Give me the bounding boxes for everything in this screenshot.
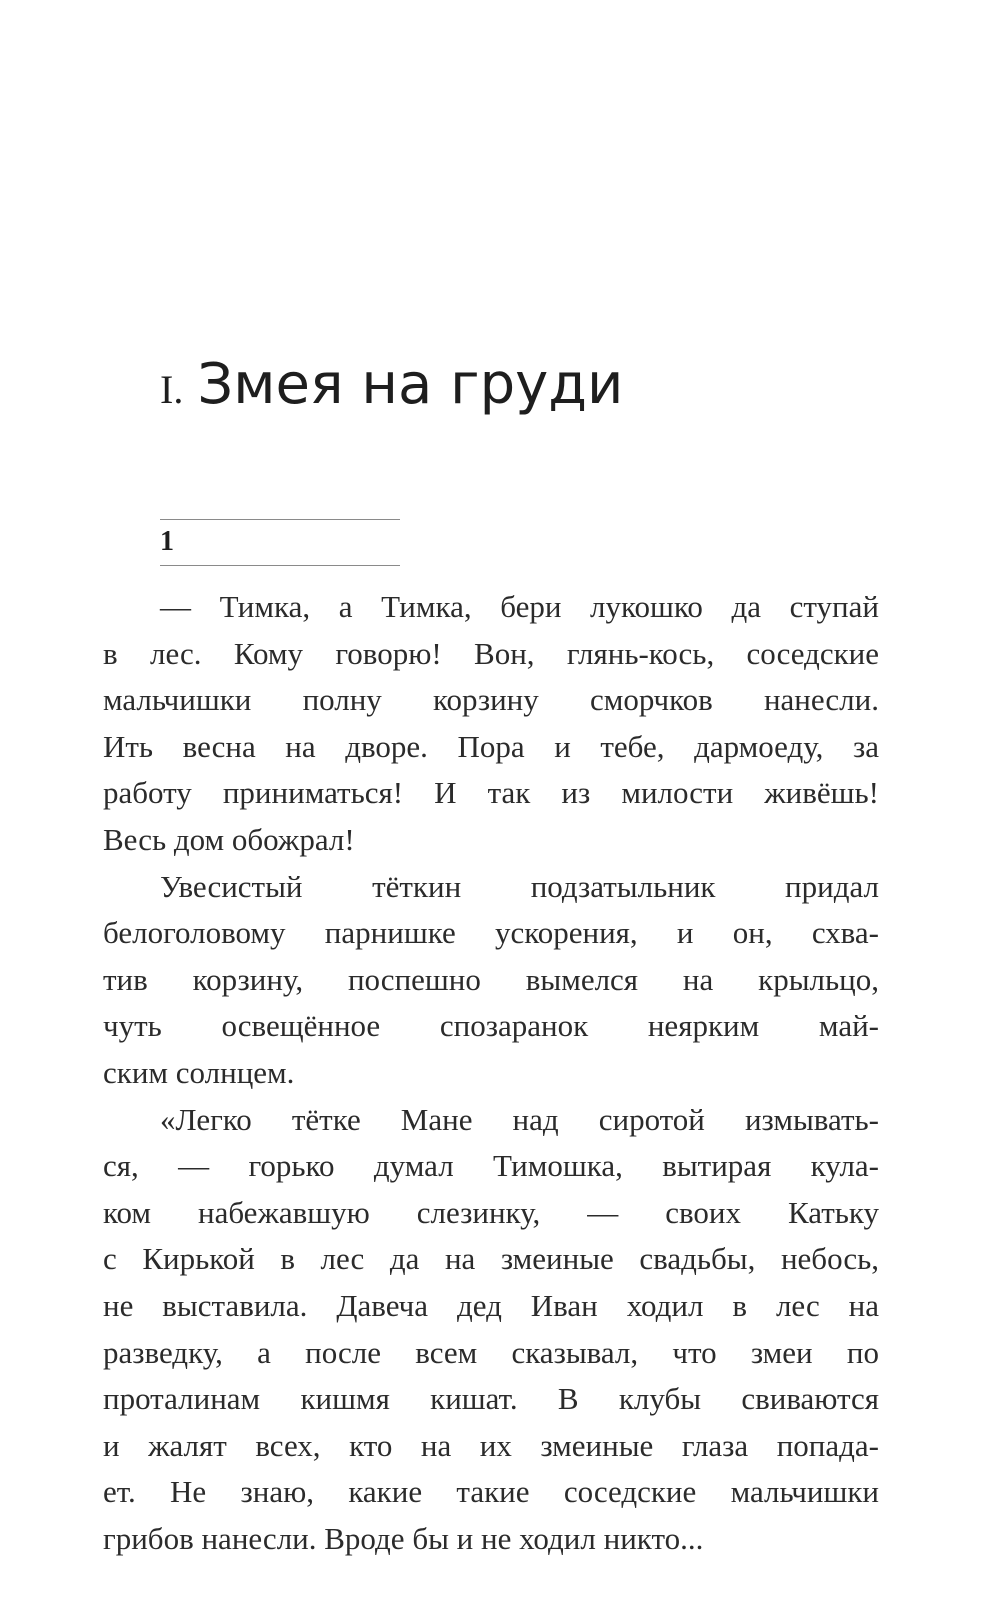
text-line: Увесистый тёткин подзатыльник придал [160,868,879,904]
text-line: тив корзину, поспешно вымелся на крыльцо, [103,961,879,997]
paragraph [103,864,879,1097]
body-text [103,584,879,1562]
paragraph [103,1097,879,1563]
text-line: ся, — горько думал Тимошка, вытирая кула- [103,1148,879,1184]
text-line: ским солнцем. [103,1054,295,1090]
text-line: ет. Не знаю, какие такие соседские мальчишки [103,1474,879,1510]
chapter-heading [160,352,623,417]
text-line: в лес. Кому говорю! Вон, глянь-кось, соседские [103,635,879,671]
text-line: — Тимка, а Тимка, бери лукошко да ступай [160,589,879,624]
text-line: чуть освещённое спозаранок неярким май- [103,1008,879,1044]
chapter-number: I. [160,367,184,412]
text-line: проталинам кишмя кишат. В клубы свиваются [103,1381,879,1417]
text-line: работу приниматься! И так из милости живёшь! [103,775,879,811]
section-number: 1 [160,526,174,557]
section-rule-top [160,519,400,520]
text-line: Весь дом обожрал! [103,821,355,857]
text-line: не выставила. Давеча дед Иван ходил в лес на [103,1287,879,1323]
text-line: мальчишки полну корзину сморчков нанесли. [103,682,879,718]
text-line: и жалят всех, кто на их змеиные глаза попада- [103,1427,879,1463]
text-line: ком набежавшую слезинку, — своих Катьку [103,1194,879,1230]
text-line: грибов нанесли. Вроде бы и не ходил никто... [103,1520,704,1556]
section-rule-bottom [160,565,400,566]
text-line: «Легко тётке Мане над сиротой измывать- [160,1101,879,1137]
text-line: с Кирькой в лес да на змеиные свадьбы, небось, [103,1241,879,1277]
text-line: разведку, а после всем сказывал, что змеи по [103,1334,879,1370]
chapter-title: Змея на груди [197,352,624,417]
paragraph [103,584,879,864]
text-line: Ить весна на дворе. Пора и тебе, дармоеду, за [103,728,879,764]
text-line: белоголовому парнишке ускорения, и он, схва- [103,915,879,951]
